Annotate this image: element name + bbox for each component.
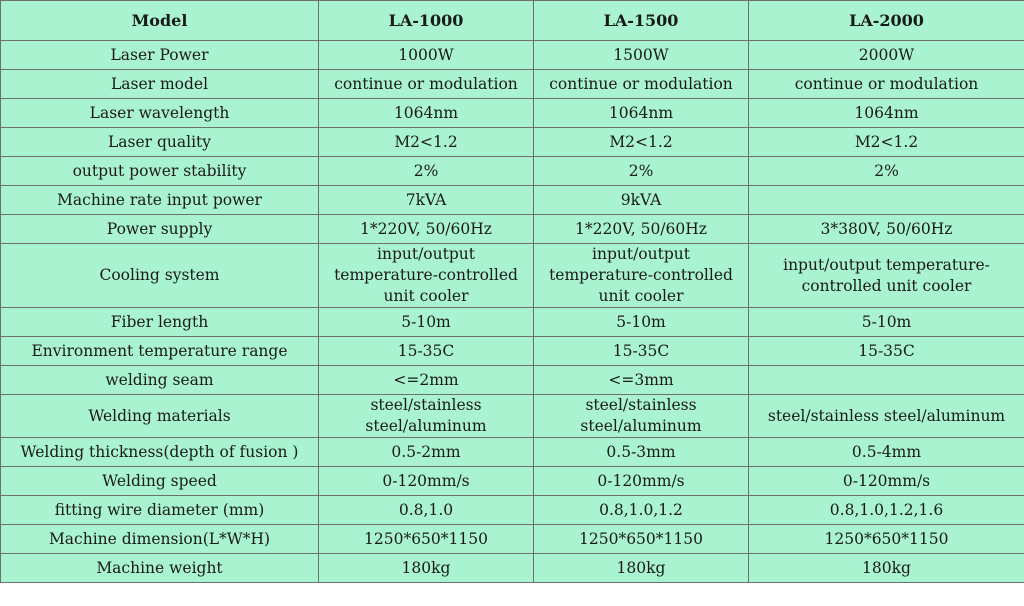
row-label: Laser Power xyxy=(1,41,319,70)
table-cell: 0.8,1.0 xyxy=(319,496,534,525)
table-cell: continue or modulation xyxy=(534,70,749,99)
table-cell: 9kVA xyxy=(534,186,749,215)
row-label: Welding speed xyxy=(1,467,319,496)
table-cell xyxy=(749,366,1024,395)
table-row xyxy=(1,186,1024,215)
table-cell: 15-35C xyxy=(534,337,749,366)
header-model: Model xyxy=(1,1,319,41)
table-cell: steel/stainless steel/aluminum xyxy=(319,395,534,438)
table-cell: 2% xyxy=(749,157,1024,186)
table-cell: M2<1.2 xyxy=(319,128,534,157)
table-cell: continue or modulation xyxy=(319,70,534,99)
table-cell: M2<1.2 xyxy=(534,128,749,157)
row-label: Fiber length xyxy=(1,308,319,337)
table-body xyxy=(1,41,1024,583)
row-label: Machine weight xyxy=(1,554,319,583)
table-cell: 0.5-4mm xyxy=(749,438,1024,467)
header-la-1000: LA-1000 xyxy=(319,1,534,41)
table-cell: 0.5-3mm xyxy=(534,438,749,467)
table-cell: 0-120mm/s xyxy=(319,467,534,496)
table-row xyxy=(1,525,1024,554)
row-label: Welding thickness(depth of fusion ) xyxy=(1,438,319,467)
table-cell: 180kg xyxy=(319,554,534,583)
table-cell: steel/stainless steel/aluminum xyxy=(534,395,749,438)
table-row xyxy=(1,496,1024,525)
table-cell: 1064nm xyxy=(534,99,749,128)
row-label: Machine dimension(L*W*H) xyxy=(1,525,319,554)
table-row xyxy=(1,244,1024,308)
table-row xyxy=(1,308,1024,337)
table-cell: 5-10m xyxy=(534,308,749,337)
table-cell: 0-120mm/s xyxy=(534,467,749,496)
table-row xyxy=(1,438,1024,467)
table-cell: continue or modulation xyxy=(749,70,1024,99)
row-label: welding seam xyxy=(1,366,319,395)
table-row xyxy=(1,395,1024,438)
table-cell: 3*380V, 50/60Hz xyxy=(749,215,1024,244)
table-cell: 15-35C xyxy=(749,337,1024,366)
table-cell: steel/stainless steel/aluminum xyxy=(749,395,1024,438)
table-cell: 1*220V, 50/60Hz xyxy=(319,215,534,244)
table-row xyxy=(1,70,1024,99)
table-header xyxy=(1,1,1024,41)
table-cell: input/output temperature-controlled unit cooler xyxy=(319,244,534,308)
table-cell: <=3mm xyxy=(534,366,749,395)
table-cell: 2000W xyxy=(749,41,1024,70)
table-cell: 5-10m xyxy=(319,308,534,337)
table-cell: 1250*650*1150 xyxy=(534,525,749,554)
table-cell: 1000W xyxy=(319,41,534,70)
table-cell: 180kg xyxy=(534,554,749,583)
table-cell: 180kg xyxy=(749,554,1024,583)
table-row xyxy=(1,467,1024,496)
table-row xyxy=(1,41,1024,70)
table-cell: M2<1.2 xyxy=(749,128,1024,157)
table-cell: 0-120mm/s xyxy=(749,467,1024,496)
header-la-2000: LA-2000 xyxy=(749,1,1024,41)
table-cell: 1*220V, 50/60Hz xyxy=(534,215,749,244)
table-cell: 5-10m xyxy=(749,308,1024,337)
table-cell: 1250*650*1150 xyxy=(749,525,1024,554)
table-cell: <=2mm xyxy=(319,366,534,395)
table-cell: 7kVA xyxy=(319,186,534,215)
row-label: Laser model xyxy=(1,70,319,99)
table-cell: 1064nm xyxy=(749,99,1024,128)
table-row xyxy=(1,99,1024,128)
table-cell: 1064nm xyxy=(319,99,534,128)
table-row xyxy=(1,157,1024,186)
table-cell: 2% xyxy=(534,157,749,186)
row-label: Laser wavelength xyxy=(1,99,319,128)
table-cell: 1250*650*1150 xyxy=(319,525,534,554)
table-cell: 0.8,1.0,1.2,1.6 xyxy=(749,496,1024,525)
header-row xyxy=(1,1,1024,41)
table-cell: input/output temperature- controlled unit cooler xyxy=(749,244,1024,308)
row-label: Welding materials xyxy=(1,395,319,438)
row-label: Power supply xyxy=(1,215,319,244)
table-cell xyxy=(749,186,1024,215)
table-cell: 0.5-2mm xyxy=(319,438,534,467)
table-row xyxy=(1,554,1024,583)
table-cell: 2% xyxy=(319,157,534,186)
row-label: Cooling system xyxy=(1,244,319,308)
table-row xyxy=(1,128,1024,157)
table-cell: 15-35C xyxy=(319,337,534,366)
header-la-1500: LA-1500 xyxy=(534,1,749,41)
row-label: fitting wire diameter (mm) xyxy=(1,496,319,525)
row-label: Environment temperature range xyxy=(1,337,319,366)
row-label: Machine rate input power xyxy=(1,186,319,215)
row-label: Laser quality xyxy=(1,128,319,157)
table-row xyxy=(1,337,1024,366)
table-row xyxy=(1,215,1024,244)
table-row xyxy=(1,366,1024,395)
table-cell: 0.8,1.0,1.2 xyxy=(534,496,749,525)
table-cell: input/output temperature-controlled unit cooler xyxy=(534,244,749,308)
row-label: output power stability xyxy=(1,157,319,186)
table-cell: 1500W xyxy=(534,41,749,70)
